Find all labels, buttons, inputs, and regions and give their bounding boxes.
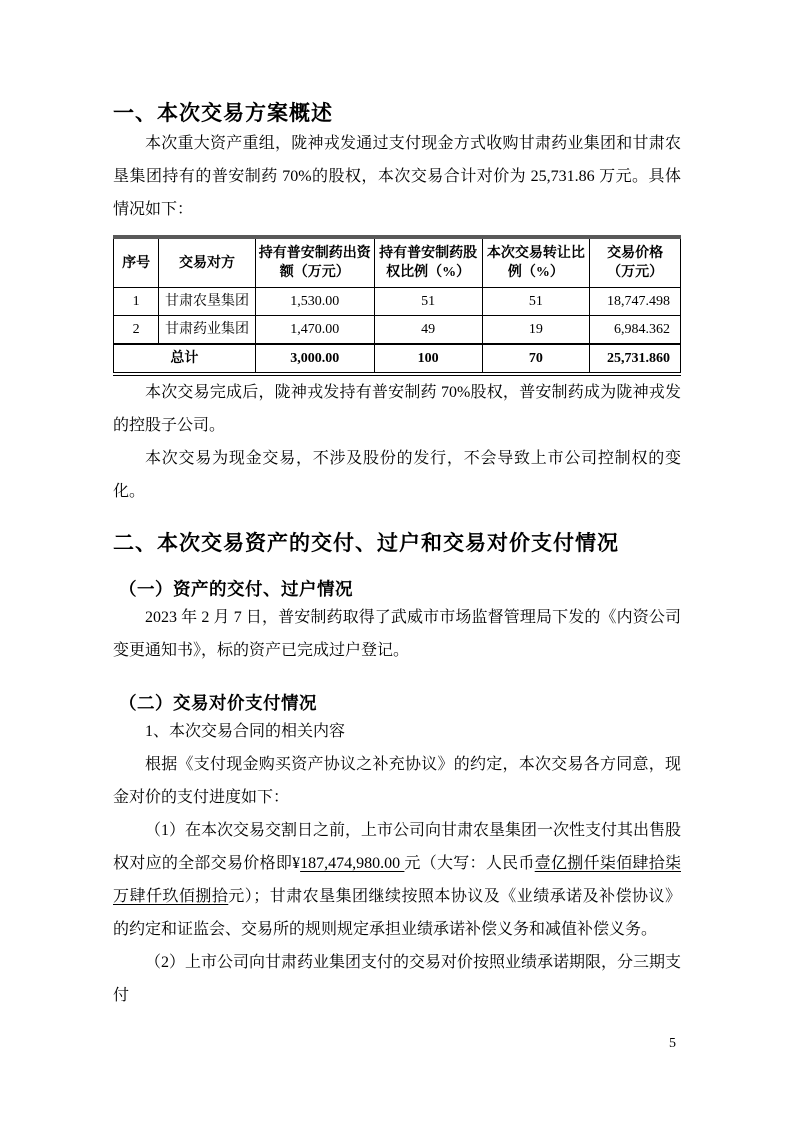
subsection-heading-transfer: （一）资产的交付、过户情况	[119, 579, 353, 599]
paragraph-second-payment: （2）上市公司向甘肃药业集团支付的交易对价按照业绩承诺期限，分三期支付	[113, 954, 682, 1004]
cell-transfer-pct: 51	[482, 288, 590, 316]
cell-price: 18,747.498	[590, 288, 681, 316]
transaction-table	[113, 235, 681, 376]
subsection-heading-payment: （二）交易对价支付情况	[119, 693, 317, 713]
cell-transfer-pct: 19	[482, 316, 590, 345]
col-header-party: 交易对方	[159, 237, 255, 288]
col-header-capital: 持有普安制药出资额（万元）	[255, 237, 374, 288]
col-header-transfer-pct: 本次交易转让比例（%）	[482, 237, 590, 288]
cell-no: 2	[114, 316, 159, 345]
cell-party: 甘肃农垦集团	[159, 288, 255, 316]
payment-amount-words: 壹亿捌仟柒佰肆拾柒万肆仟玖佰捌拾	[113, 855, 681, 905]
payment-amount-numeric: 187,474,980.00	[300, 855, 405, 872]
paragraph-intro: 本次重大资产重组，陇神戎发通过支付现金方式收购甘肃药业集团和甘肃农垦集团持有的普安制药 70%的股权，本次交易合计对价为 25,731.86 万元。具体情况如下：	[113, 135, 681, 218]
table-header-row	[114, 237, 681, 288]
paragraph-completion: 本次交易完成后，陇神戎发持有普安制药 70%股权，普安制药成为陇神戎发的控股子公司。	[113, 384, 681, 434]
section-heading-overview: 一、本次交易方案概述	[113, 102, 333, 125]
list-item-contract-content: 1、本次交易合同的相关内容	[145, 723, 346, 740]
cell-total-transfer-pct: 70	[482, 344, 590, 374]
cell-no: 1	[114, 288, 159, 316]
col-header-equity-pct: 持有普安制药股权比例（%）	[374, 237, 482, 288]
cell-party: 甘肃药业集团	[159, 316, 255, 345]
table-row	[114, 316, 681, 345]
payment-text-mid: 元（大写：人民币	[404, 855, 535, 872]
payment-text-lead: （1）在本次交易交割日之前，上市公司向甘肃农垦集团一次性支付其出售股权对应的全部交易价格即¥	[113, 822, 682, 872]
paragraph-first-payment	[113, 814, 681, 946]
table-row	[114, 288, 681, 316]
paragraph-cash-deal: 本次交易为现金交易，不涉及股份的发行，不会导致上市公司控制权的变化。	[113, 450, 681, 500]
paragraph-transfer-registration: 2023 年 2 月 7 日，普安制药取得了武威市市场监督管理局下发的《内资公司变更通知书》，标的资产已完成过户登记。	[113, 609, 681, 659]
cell-equity-pct: 49	[374, 316, 482, 345]
page-number: 5	[669, 1036, 676, 1051]
cell-total-equity-pct: 100	[374, 344, 482, 374]
section-heading-delivery: 二、本次交易资产的交付、过户和交易对价支付情况	[113, 532, 619, 555]
cell-capital: 1,530.00	[255, 288, 374, 316]
col-header-price: 交易价格（万元）	[590, 237, 681, 288]
cell-total-label: 总计	[114, 344, 256, 374]
cell-equity-pct: 51	[374, 288, 482, 316]
cell-total-price: 25,731.860	[590, 344, 681, 374]
table-total-row	[114, 344, 681, 374]
payment-text-tail: 元）；甘肃农垦集团继续按照本协议及《业绩承诺及补偿协议》的约定和证监会、交易所的规则规定承担业绩承诺补偿义务和减值补偿义务。	[113, 888, 681, 938]
cell-total-capital: 3,000.00	[255, 344, 374, 374]
cell-price: 6,984.362	[590, 316, 681, 345]
cell-capital: 1,470.00	[255, 316, 374, 345]
paragraph-agreement: 根据《支付现金购买资产协议之补充协议》的约定，本次交易各方同意，现金对价的支付进度如下：	[113, 756, 681, 806]
col-header-no: 序号	[114, 237, 159, 288]
